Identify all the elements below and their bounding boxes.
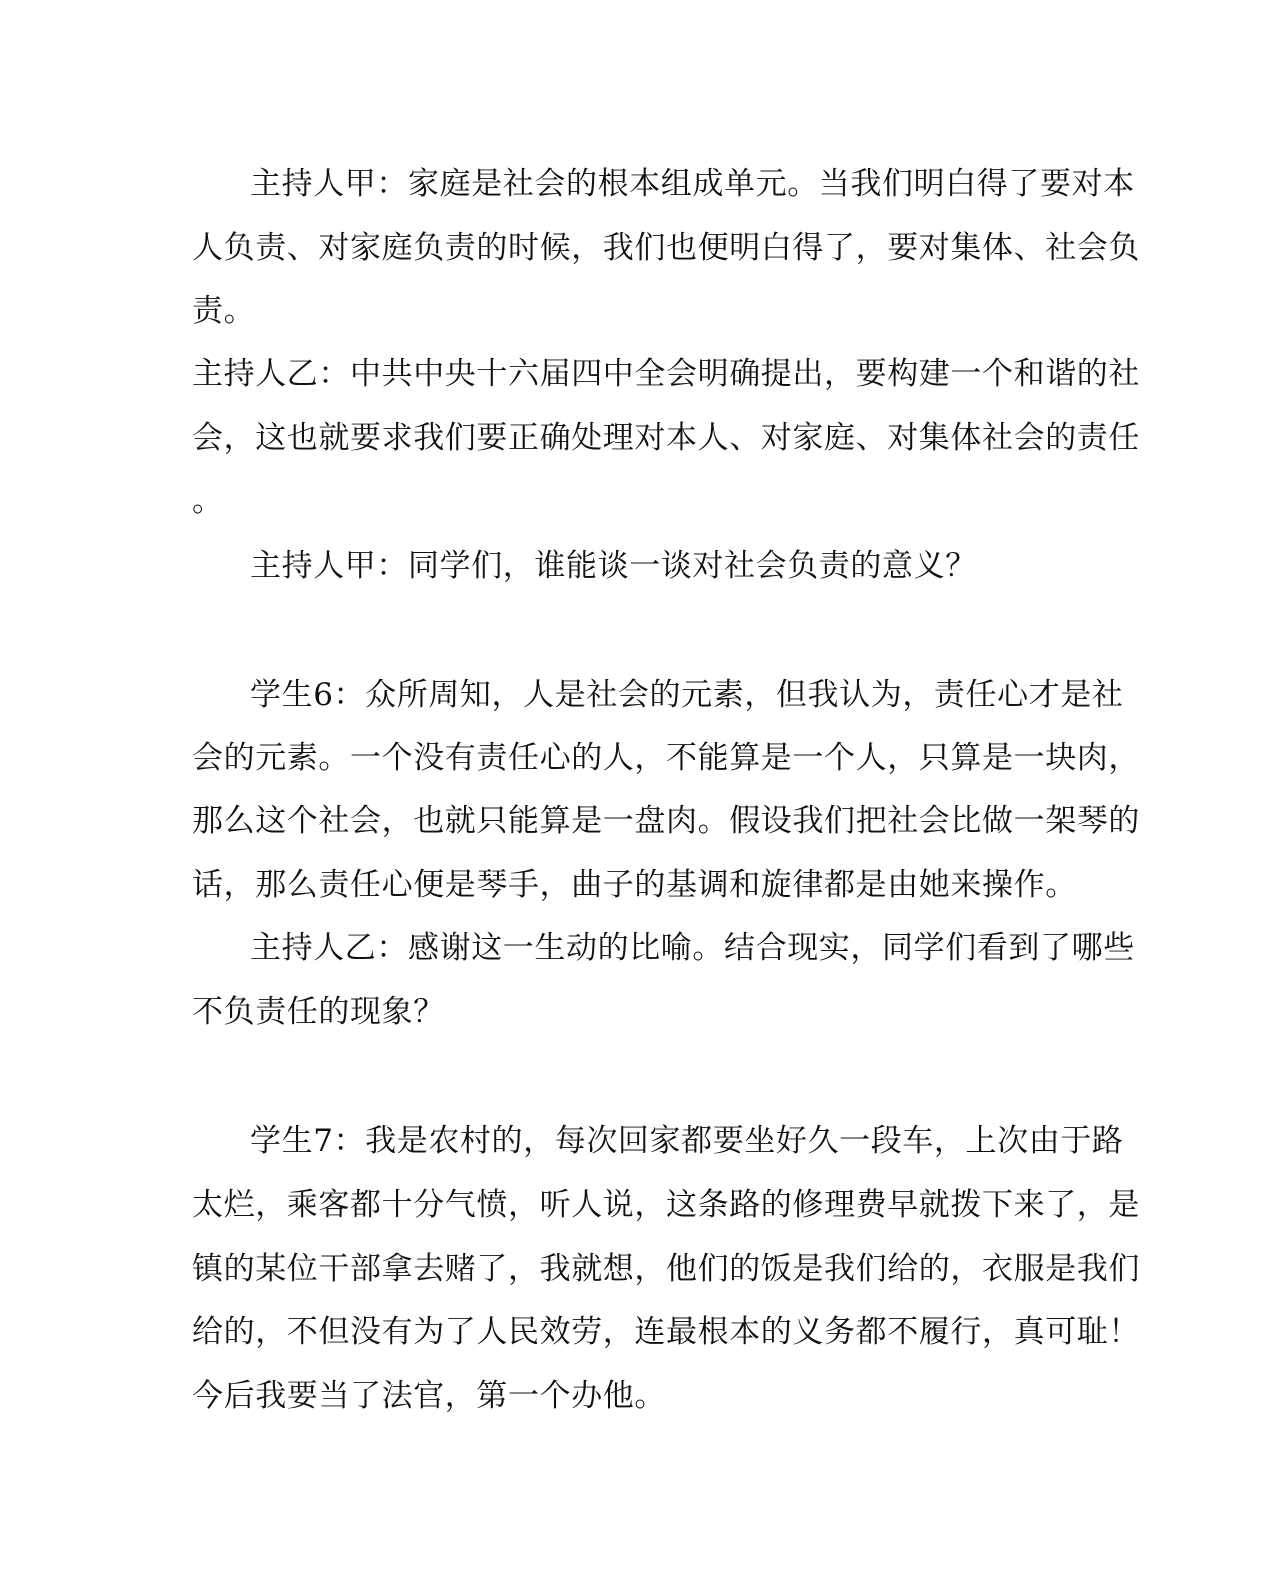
text-line: 责。 — [192, 293, 256, 329]
text-line: 给的，不但没有为了人民效劳，连最根本的义务都不履行，真可耻！ — [192, 1314, 1140, 1350]
text-line: 。 — [192, 483, 224, 519]
text-line: 主持人乙：中共中央十六届四中全会明确提出，要构建一个和谐的社 — [192, 356, 1140, 392]
text-line: 今后我要当了法官，第一个办他。 — [192, 1378, 666, 1414]
text-line: 会，这也就要求我们要正确处理对本人、对家庭、对集体社会的责任 — [192, 420, 1140, 456]
text-line: 主持人乙：感谢这一生动的比喻。结合现实，同学们看到了哪些 — [250, 930, 1135, 966]
text-line: 主持人甲：家庭是社会的根本组成单元。当我们明白得了要对本 — [250, 166, 1135, 202]
text-line: 主持人甲：同学们，谁能谈一谈对社会负责的意义？ — [250, 548, 977, 584]
text-line: 学生7：我是农村的，每次回家都要坐好久一段车，上次由于路 — [250, 1123, 1124, 1159]
text-line: 不负责任的现象？ — [192, 994, 445, 1030]
text-line: 人负责、对家庭负责的时候，我们也便明白得了，要对集体、社会负 — [192, 230, 1140, 266]
text-line: 那么这个社会，也就只能算是一盘肉。假设我们把社会比做一架琴的 — [192, 803, 1140, 839]
text-line: 会的元素。一个没有责任心的人，不能算是一个人，只算是一块肉， — [192, 740, 1140, 776]
text-line: 学生6：众所周知，人是社会的元素，但我认为，责任心才是社 — [250, 677, 1124, 713]
text-line: 话，那么责任心便是琴手，曲子的基调和旋律都是由她来操作。 — [192, 867, 1077, 903]
text-line: 镇的某位干部拿去赌了，我就想，他们的饭是我们给的，衣服是我们 — [192, 1251, 1140, 1287]
text-line: 太烂，乘客都十分气愤，听人说，这条路的修理费早就拨下来了，是 — [192, 1187, 1140, 1223]
